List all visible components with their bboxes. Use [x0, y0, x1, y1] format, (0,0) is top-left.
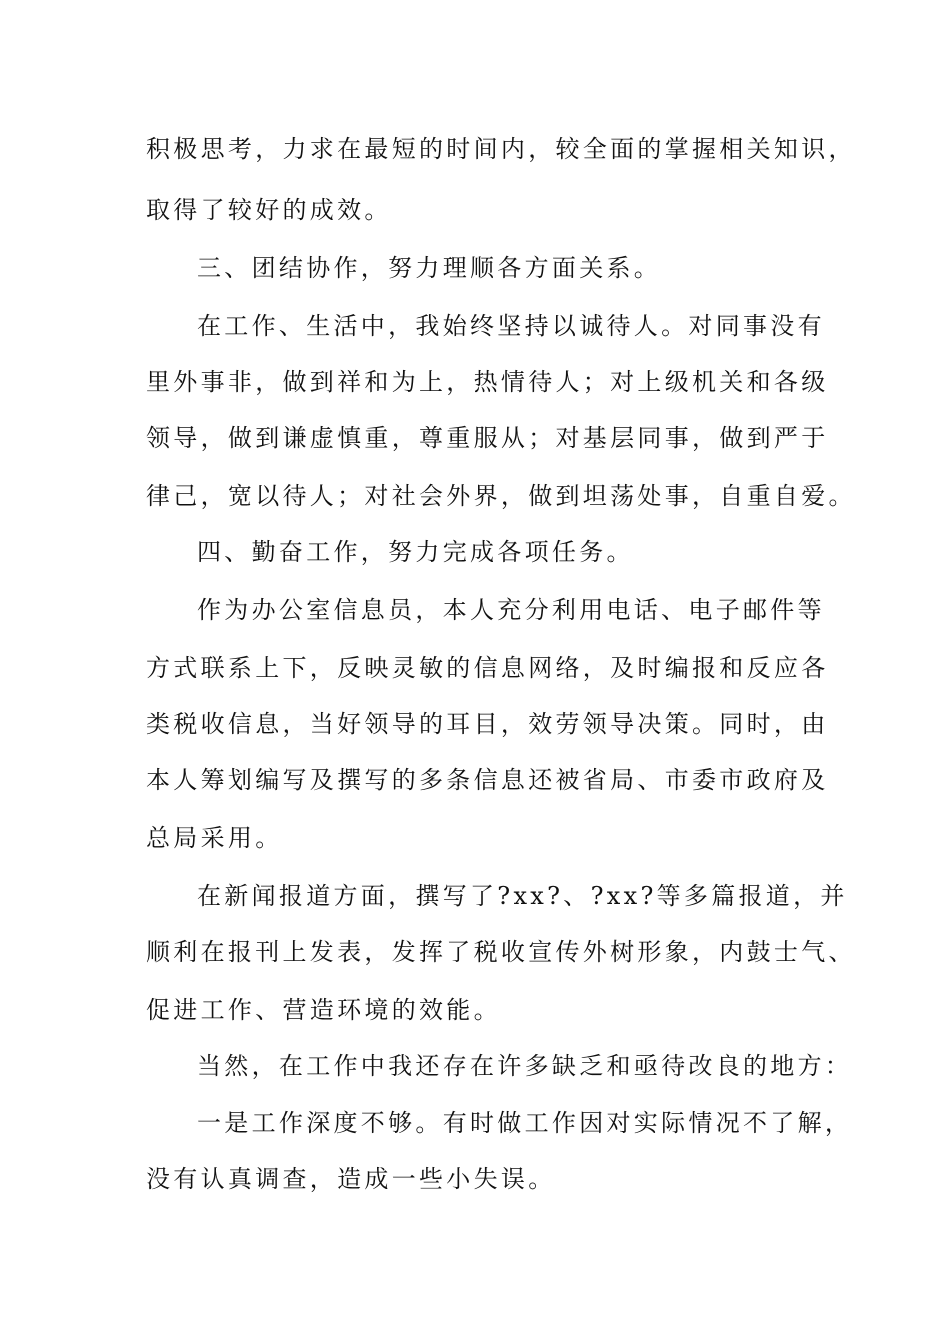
text-line: 作为办公室信息员，本人充分利用电话、电子邮件等	[197, 596, 825, 624]
text-line: 里外事非，做到祥和为上，热情待人；对上级机关和各级	[146, 368, 829, 396]
section-heading: 三、团结协作，努力理顺各方面关系。	[197, 254, 662, 282]
text-line: 没有认真调查，造成一些小失误。	[146, 1165, 556, 1193]
text-line: 顺利在报刊上发表，发挥了税收宣传外树形象，内鼓士气、	[146, 938, 856, 966]
text-line: 积极思考，力求在最短的时间内，较全面的掌握相关知识，	[146, 135, 856, 163]
text-line: 总局采用。	[146, 824, 283, 852]
text-line: 类税收信息，当好领导的耳目，效劳领导决策。同时，由	[146, 710, 829, 738]
text-line: 方式联系上下，反映灵敏的信息网络，及时编报和反应各	[146, 654, 829, 682]
text-line: 取得了较好的成效。	[146, 196, 392, 224]
text-line: 领导，做到谦虚慎重，尊重服从；对基层同事，做到严于	[146, 424, 829, 452]
text-line: 律己，宽以待人；对社会外界，做到坦荡处事，自重自爱。	[146, 482, 856, 510]
text-line: 在新闻报道方面，撰写了?xx?、?xx?等多篇报道，并	[197, 882, 848, 910]
text-line: 在工作、生活中，我始终坚持以诚待人。对同事没有	[197, 312, 825, 340]
text-line: 当然，在工作中我还存在许多缺乏和亟待改良的地方：	[197, 1052, 853, 1080]
section-heading: 四、勤奋工作，努力完成各项任务。	[197, 538, 634, 566]
text-line: 本人筹划编写及撰写的多条信息还被省局、市委市政府及	[146, 766, 829, 794]
text-line: 一是工作深度不够。有时做工作因对实际情况不了解，	[197, 1109, 853, 1137]
text-line: 促进工作、营造环境的效能。	[146, 996, 501, 1024]
